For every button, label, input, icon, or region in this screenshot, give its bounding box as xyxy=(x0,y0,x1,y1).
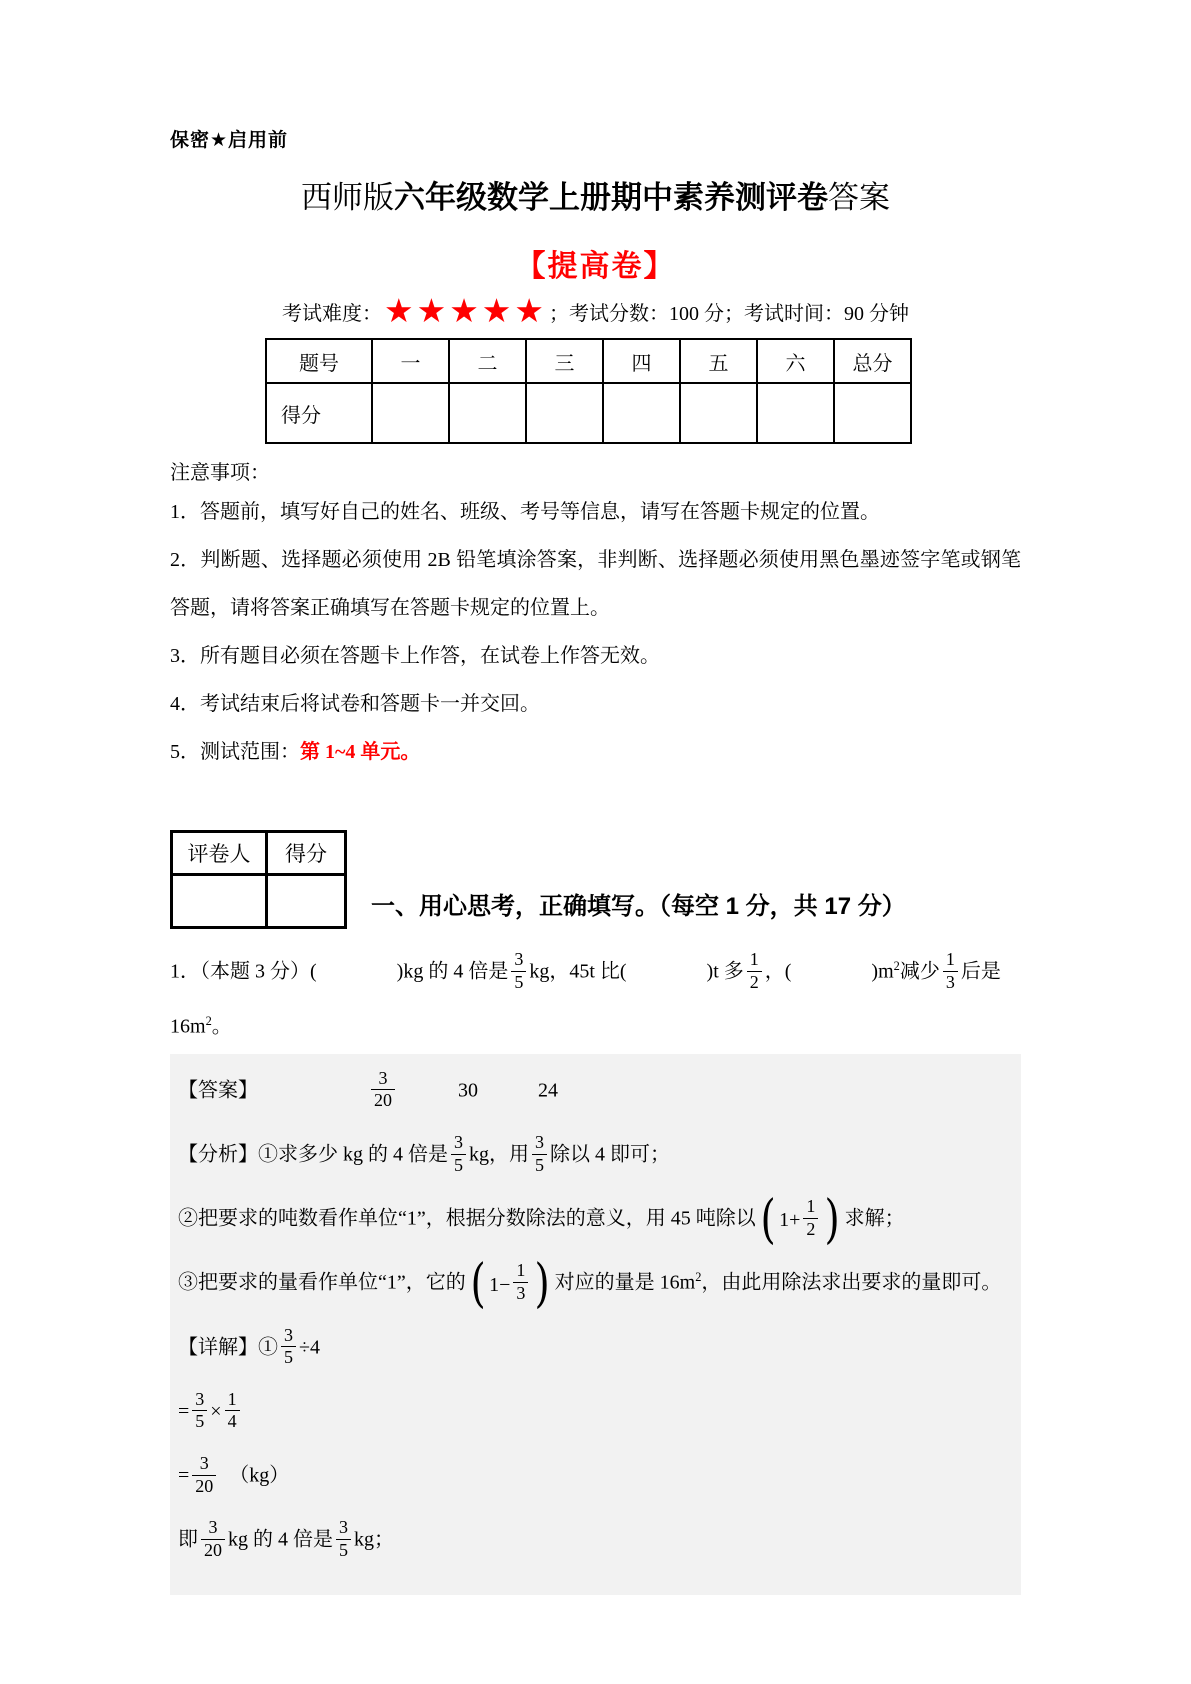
score-row-label: 得分 xyxy=(266,383,372,443)
superscript: 2 xyxy=(893,959,900,974)
title-prefix: 西师版 xyxy=(301,180,394,215)
score-header-cell: 三 xyxy=(526,339,603,383)
question-1-line-1: 1．（本题 3 分）( )kg 的 4 倍是 $\frac{3}{5}$ kg，45t 比( )t 多 $\frac{1}{2}$ ，( )$m^2$减少 $\frac{1}{3}$ 后是 xyxy=(170,949,1001,992)
superscript: 2 xyxy=(205,1014,212,1029)
score-empty-cell xyxy=(267,875,346,928)
score-table xyxy=(265,338,912,444)
grader-label-cell: 评卷人 xyxy=(172,832,267,875)
analysis-line-2: ②把要求的吨数看作单位“1”，根据分数除法的意义，用 45 吨除以 ( 1+ $\frac{1}{2}$ ) 求解； xyxy=(178,1189,905,1250)
parenthesized-expression: ( 1− $\frac{1}{3}$ ) xyxy=(470,1254,551,1315)
fraction: $\frac{1}{2}$ xyxy=(803,1196,818,1240)
grader-table xyxy=(170,830,347,929)
page-title xyxy=(170,172,1021,217)
score-header-cell: 五 xyxy=(680,339,757,383)
note-item-1: 1．答题前，填写好自己的姓名、班级、考号等信息，请写在答题卡规定的位置。 xyxy=(170,501,880,523)
exam-info-rest: ；考试分数：100 分；考试时间：90 分钟 xyxy=(548,302,909,325)
notes-section xyxy=(170,458,1021,776)
exam-info-line xyxy=(170,294,1021,330)
fraction: $\frac{1}{4}$ xyxy=(225,1389,240,1433)
score-empty-cell xyxy=(757,383,834,443)
answer-block xyxy=(170,1054,1021,1596)
fraction: $\frac{3}{5}$ xyxy=(336,1517,351,1561)
score-header-cell: 四 xyxy=(603,339,680,383)
score-empty-cell xyxy=(834,383,911,443)
highlighted-red-text: 第 1~4 单元。 xyxy=(300,741,421,763)
detail-line-1: 【详解】① $\frac{3}{5}$ ÷4 xyxy=(178,1324,320,1368)
question-1-line-2: $16m^2$。 xyxy=(170,1014,232,1038)
fraction: $\frac{3}{5}$ xyxy=(511,949,526,993)
grader-and-heading-row xyxy=(170,830,1021,929)
title-suffix: 答案 xyxy=(828,180,890,215)
answer-line: 【答案】 $\frac{3}{20}$ 30 24 xyxy=(178,1067,558,1111)
star-icons: ★★★★★ xyxy=(384,294,547,330)
note-item-3: 3．所有题目必须在答题卡上作答，在试卷上作答无效。 xyxy=(170,645,660,667)
analysis-line-3: ③把要求的量看作单位“1”，它的 ( 1− $\frac{1}{3}$ ) 对应的量是 $16m^2$，由此用除法求出要求的量即可。 xyxy=(178,1254,1002,1315)
difficulty-label: 考试难度： xyxy=(282,302,383,325)
score-table-header-row xyxy=(266,339,911,383)
fraction: $\frac{3}{5}$ xyxy=(281,1325,296,1369)
score-header-cell: 题号 xyxy=(266,339,372,383)
fraction: $\frac{1}{2}$ xyxy=(747,949,762,993)
score-empty-cell xyxy=(680,383,757,443)
secret-label: 保密★启用前 xyxy=(170,130,289,151)
score-header-cell: 一 xyxy=(372,339,449,383)
score-header-cell: 二 xyxy=(449,339,526,383)
detail-line-3: = $\frac{3}{20}$ （kg） xyxy=(178,1452,290,1496)
note-item-2: 2．判断题、选择题必须使用 2B 铅笔填涂答案，非判断、选择题必须使用黑色墨迹签字笔或钢笔答题，请将答案正确填写在答题卡规定的位置上。 xyxy=(170,549,1021,619)
fraction: $\frac{1}{3}$ xyxy=(513,1260,528,1304)
fraction: $\frac{3}{20}$ xyxy=(371,1068,395,1112)
score-header-cell: 总分 xyxy=(834,339,911,383)
grader-table-header-row xyxy=(172,832,346,875)
section-one-heading: 一、用心思考，正确填写。（每空 1 分，共 17 分） xyxy=(371,893,906,920)
analysis-line-1: 【分析】①求多少 kg 的 4 倍是 $\frac{3}{5}$ kg，用 $\frac{3}{5}$ 除以 4 即可； xyxy=(178,1132,670,1175)
note-item-4: 4．考试结束后将试卷和答题卡一并交回。 xyxy=(170,693,540,715)
score-empty-cell xyxy=(526,383,603,443)
fraction: $\frac{1}{3}$ xyxy=(943,949,958,993)
title-main: 六年级数学上册期中素养测评卷 xyxy=(394,180,828,215)
parenthesized-expression: ( 1+ $\frac{1}{2}$ ) xyxy=(760,1189,841,1250)
question-1 xyxy=(170,949,1021,1040)
score-empty-cell xyxy=(449,383,526,443)
score-label-cell: 得分 xyxy=(267,832,346,875)
notes-title: 注意事项： xyxy=(170,462,270,484)
score-table-score-row xyxy=(266,383,911,443)
grader-table-empty-row xyxy=(172,875,346,928)
fraction: $\frac{3}{5}$ xyxy=(451,1132,466,1176)
fraction: $\frac{3}{5}$ xyxy=(532,1132,547,1176)
score-header-cell: 六 xyxy=(757,339,834,383)
note-item-5: 5．测试范围：第 1~4 单元。 xyxy=(170,741,421,763)
fraction: $\frac{3}{5}$ xyxy=(192,1389,207,1433)
superscript: 2 xyxy=(695,1270,702,1285)
paper-subtitle: 【提高卷】 xyxy=(515,250,676,283)
detail-line-4: 即 $\frac{3}{20}$ kg 的 4 倍是 $\frac{3}{5}$ kg； xyxy=(178,1517,394,1560)
score-empty-cell xyxy=(603,383,680,443)
fraction: $\frac{3}{20}$ xyxy=(201,1517,225,1561)
fraction: $\frac{3}{20}$ xyxy=(192,1453,216,1497)
grader-empty-cell xyxy=(172,875,267,928)
detail-line-2: = $\frac{3}{5}$ × $\frac{1}{4}$ xyxy=(178,1389,1013,1437)
score-empty-cell xyxy=(372,383,449,443)
